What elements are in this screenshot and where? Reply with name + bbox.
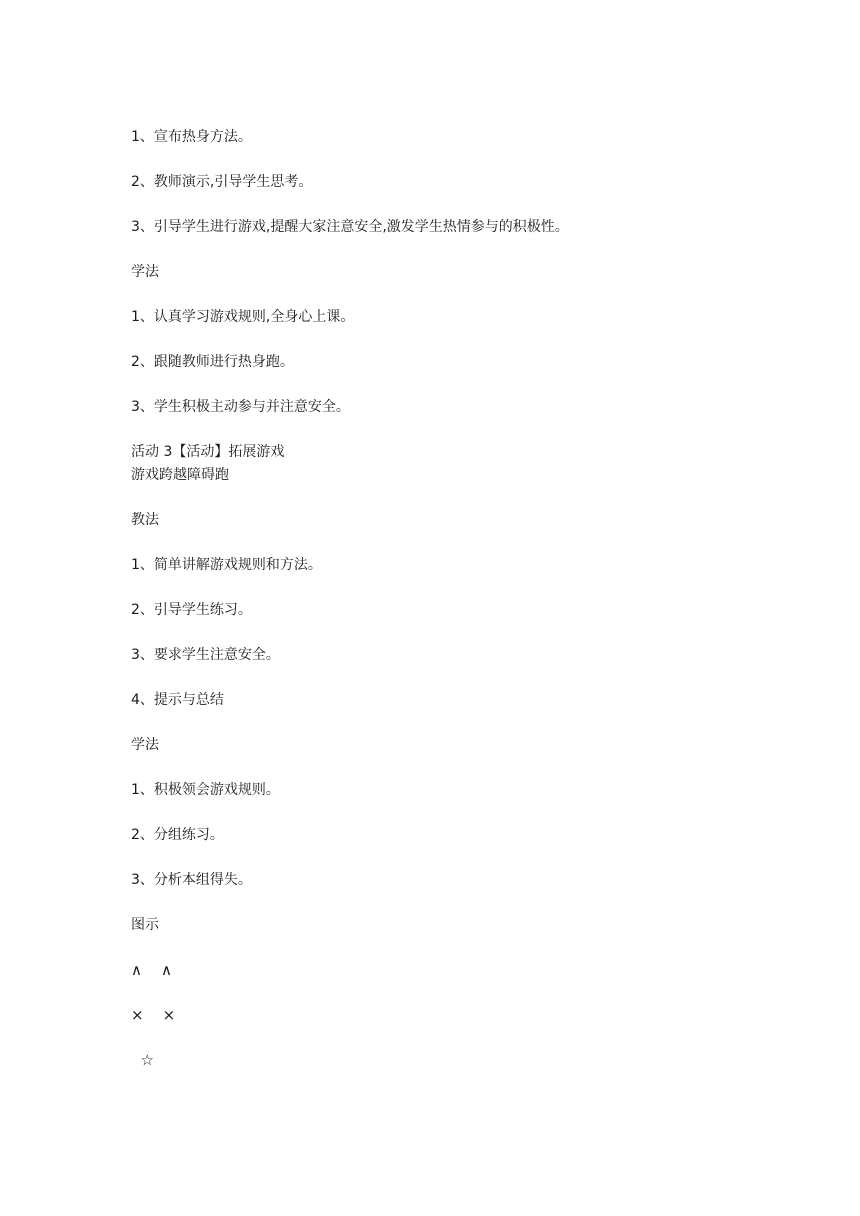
activity-subtitle: 游戏跨越障碍跑 xyxy=(131,467,229,483)
learning-heading-2: 学法 xyxy=(131,737,159,753)
teaching-heading-2: 教法 xyxy=(131,512,159,528)
learning-step-2-3: 3、分析本组得失。 xyxy=(131,872,252,888)
teaching-step-2-2: 2、引导学生练习。 xyxy=(131,602,252,618)
teaching-step-1: 1、宣布热身方法。 xyxy=(131,129,252,145)
learning-step-2: 2、跟随教师进行热身跑。 xyxy=(131,354,294,370)
teaching-step-2: 2、教师演示,引导学生思考。 xyxy=(131,174,313,190)
diagram-cross-row: × × xyxy=(131,1006,176,1024)
diagram-heading: 图示 xyxy=(131,917,159,933)
learning-step-3: 3、学生积极主动参与并注意安全。 xyxy=(131,399,350,415)
learning-step-2-1: 1、积极领会游戏规则。 xyxy=(131,782,280,798)
teaching-step-2-1: 1、简单讲解游戏规则和方法。 xyxy=(131,557,322,573)
teaching-step-2-4: 4、提示与总结 xyxy=(131,692,224,708)
diagram-star-row: ☆ xyxy=(131,1051,154,1069)
diagram-wedge-row: ∧ ∧ xyxy=(131,961,173,979)
learning-heading-1: 学法 xyxy=(131,264,159,280)
learning-step-2-2: 2、分组练习。 xyxy=(131,827,224,843)
activity-title: 活动 3【活动】拓展游戏 xyxy=(131,444,285,460)
learning-step-1: 1、认真学习游戏规则,全身心上课。 xyxy=(131,309,355,325)
teaching-step-2-3: 3、要求学生注意安全。 xyxy=(131,647,280,663)
teaching-step-3: 3、引导学生进行游戏,提醒大家注意安全,激发学生热情参与的积极性。 xyxy=(131,219,569,235)
